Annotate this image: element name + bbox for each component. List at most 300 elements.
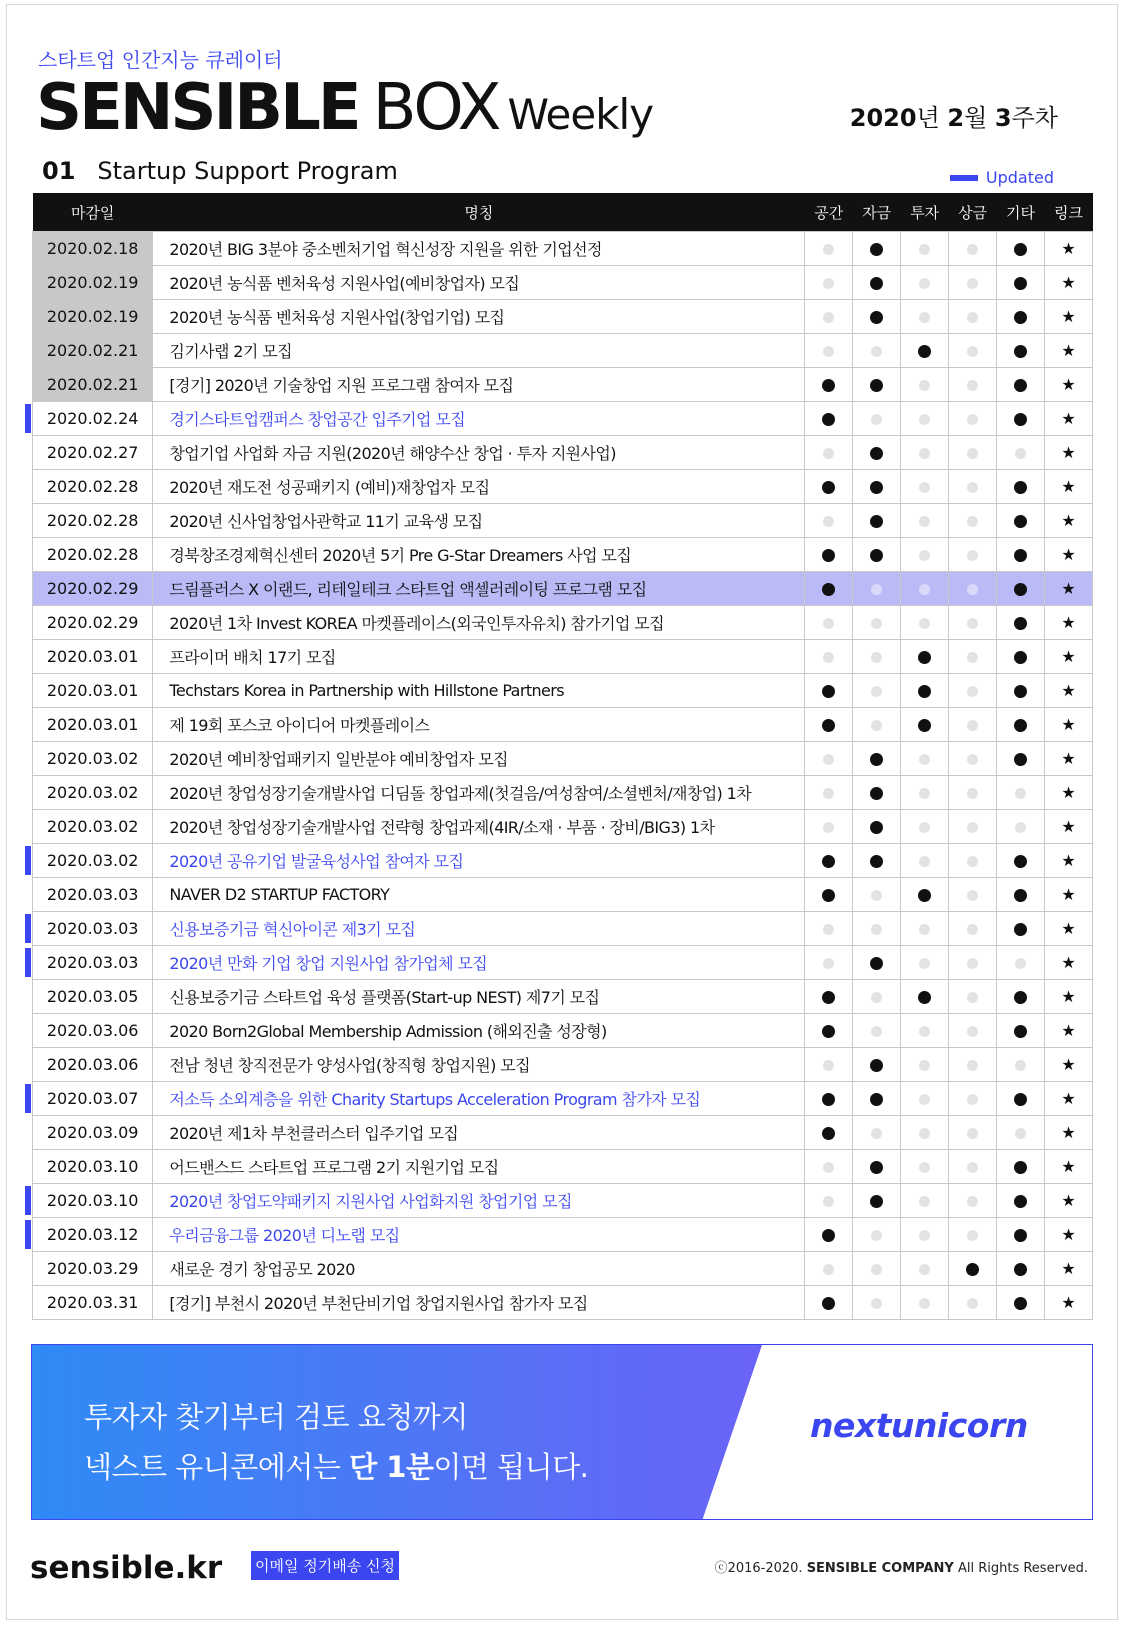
row-link-star-icon[interactable]: ★ [1044,1252,1092,1286]
empty-dot-icon [967,1162,978,1173]
row-flag-space [805,980,853,1014]
updated-legend-label: Updated [985,168,1054,187]
row-flag-invest [901,334,949,368]
row-deadline: 2020.03.12 [33,1218,153,1252]
row-flag-etc [997,606,1045,640]
week-year: 2020 [849,104,917,132]
empty-dot-icon [823,924,834,935]
row-flag-space [805,776,853,810]
filled-dot-icon [966,1263,979,1276]
empty-dot-icon [823,278,834,289]
row-flag-space [805,674,853,708]
row-deadline: 2020.03.02 [33,844,153,878]
row-link-star-icon[interactable]: ★ [1044,334,1092,368]
row-flag-etc [997,334,1045,368]
empty-dot-icon [871,346,882,357]
empty-dot-icon [919,1060,930,1071]
row-flag-etc [997,232,1045,266]
brand-title-weekly: Weekly [507,90,654,139]
row-link-star-icon[interactable]: ★ [1044,1116,1092,1150]
empty-dot-icon [967,822,978,833]
row-flag-fund [853,504,901,538]
row-link-star-icon[interactable]: ★ [1044,1286,1092,1320]
row-flag-invest [901,674,949,708]
banner-line-2 [84,1445,588,1486]
row-flag-etc [997,300,1045,334]
row-program-name: 새로운 경기 창업공모 2020 [153,1252,805,1286]
row-flag-prize [949,980,997,1014]
empty-dot-icon [967,1094,978,1105]
row-flag-invest [901,300,949,334]
row-link-star-icon[interactable]: ★ [1044,1218,1092,1252]
row-flag-fund [853,470,901,504]
row-program-name: [경기] 2020년 기술창업 지원 프로그램 참여자 모집 [153,368,805,402]
filled-dot-icon [918,719,931,732]
row-flag-prize [949,402,997,436]
empty-dot-icon [919,822,930,833]
row-flag-space [805,1014,853,1048]
filled-dot-icon [1014,923,1027,936]
empty-dot-icon [919,1196,930,1207]
row-program-name: 2020년 신사업창업사관학교 11기 교육생 모집 [153,504,805,538]
empty-dot-icon [871,924,882,935]
table-row [33,470,1093,504]
row-program-name: 2020년 만화 기업 창업 지원사업 참가업체 모집 [153,946,805,980]
row-flag-fund [853,368,901,402]
empty-dot-icon [967,924,978,935]
row-program-name: NAVER D2 STARTUP FACTORY [153,878,805,912]
empty-dot-icon [967,1026,978,1037]
copyright-company: SENSIBLE COMPANY [806,1561,954,1576]
filled-dot-icon [822,481,835,494]
empty-dot-icon [823,1264,834,1275]
row-link-star-icon[interactable]: ★ [1044,572,1092,606]
filled-dot-icon [870,821,883,834]
filled-dot-icon [870,379,883,392]
row-flag-etc [997,776,1045,810]
empty-dot-icon [1015,958,1026,969]
nextunicorn-banner[interactable] [31,1344,1093,1520]
row-link-star-icon[interactable]: ★ [1044,674,1092,708]
row-deadline: 2020.03.02 [33,776,153,810]
empty-dot-icon [919,1298,930,1309]
row-flag-etc [997,1014,1045,1048]
empty-dot-icon [967,1230,978,1241]
table-row [33,1286,1093,1320]
empty-dot-icon [823,1196,834,1207]
row-flag-invest [901,912,949,946]
filled-dot-icon [1014,1025,1027,1038]
table-row [33,776,1093,810]
row-deadline: 2020.02.29 [33,572,153,606]
row-flag-space [805,742,853,776]
filled-dot-icon [822,1127,835,1140]
table-row [33,1014,1093,1048]
banner-line-2-bold: 단 1분 [349,1450,434,1484]
row-flag-etc [997,844,1045,878]
row-link-star-icon[interactable]: ★ [1044,742,1092,776]
empty-dot-icon [823,618,834,629]
row-flag-etc [997,266,1045,300]
section-number: 01 [42,157,76,185]
empty-dot-icon [919,1264,930,1275]
row-link-star-icon[interactable]: ★ [1044,1082,1092,1116]
empty-dot-icon [919,312,930,323]
row-link-star-icon[interactable]: ★ [1044,504,1092,538]
row-flag-invest [901,1082,949,1116]
row-deadline: 2020.02.27 [33,436,153,470]
week-number: 3 [994,104,1012,132]
row-deadline: 2020.02.28 [33,538,153,572]
row-link-star-icon[interactable]: ★ [1044,606,1092,640]
row-flag-prize [949,1218,997,1252]
row-link-star-icon[interactable]: ★ [1044,878,1092,912]
empty-dot-icon [967,244,978,255]
row-flag-fund [853,946,901,980]
row-deadline: 2020.03.29 [33,1252,153,1286]
footer-site-link[interactable]: sensible.kr [30,1550,223,1586]
filled-dot-icon [1014,1093,1027,1106]
row-flag-prize [949,606,997,640]
row-program-name: 경기스타트업캠퍼스 창업공간 입주기업 모집 [153,402,805,436]
row-flag-invest [901,844,949,878]
section-heading [42,157,398,185]
row-program-name: 제 19회 포스코 아이디어 마켓플레이스 [153,708,805,742]
filled-dot-icon [1014,1161,1027,1174]
row-deadline: 2020.02.19 [33,300,153,334]
filled-dot-icon [1014,549,1027,562]
filled-dot-icon [1014,991,1027,1004]
table-row [33,1150,1093,1184]
empty-dot-icon [919,856,930,867]
row-flag-fund [853,810,901,844]
row-flag-etc [997,1150,1045,1184]
row-flag-space [805,1048,853,1082]
row-flag-space [805,436,853,470]
table-row [33,606,1093,640]
empty-dot-icon [871,1230,882,1241]
row-program-name: 2020년 제1차 부천클러스터 입주기업 모집 [153,1116,805,1150]
empty-dot-icon [1015,822,1026,833]
table-row [33,1218,1093,1252]
banner-line-2-pre: 넥스트 유니콘에서는 [84,1450,350,1484]
row-flag-space [805,538,853,572]
row-program-name: 2020년 창업도약패키지 지원사업 사업화지원 창업기업 모집 [153,1184,805,1218]
filled-dot-icon [870,1093,883,1106]
empty-dot-icon [919,618,930,629]
row-flag-invest [901,436,949,470]
program-table [32,193,1093,1320]
filled-dot-icon [1014,889,1027,902]
empty-dot-icon [967,1128,978,1139]
empty-dot-icon [967,414,978,425]
table-row [33,334,1093,368]
column-header-deadline: 마감일 [33,193,153,232]
row-deadline: 2020.03.06 [33,1048,153,1082]
row-link-star-icon[interactable]: ★ [1044,1184,1092,1218]
empty-dot-icon [967,958,978,969]
empty-dot-icon [967,516,978,527]
row-deadline: 2020.03.06 [33,1014,153,1048]
row-flag-fund [853,300,901,334]
filled-dot-icon [822,1229,835,1242]
row-flag-etc [997,1116,1045,1150]
row-flag-etc [997,878,1045,912]
row-flag-fund [853,742,901,776]
filled-dot-icon [1014,1229,1027,1242]
empty-dot-icon [823,448,834,459]
empty-dot-icon [919,1094,930,1105]
row-flag-fund [853,912,901,946]
row-flag-prize [949,1082,997,1116]
empty-dot-icon [967,312,978,323]
row-flag-space [805,640,853,674]
row-flag-space [805,1252,853,1286]
row-flag-prize [949,810,997,844]
empty-dot-icon [967,380,978,391]
row-flag-etc [997,1218,1045,1252]
footer-copyright [715,1557,1088,1576]
table-row [33,1082,1093,1116]
row-program-name: 전남 청년 창직전문가 양성사업(창직형 창업지원) 모집 [153,1048,805,1082]
row-link-star-icon[interactable]: ★ [1044,538,1092,572]
filled-dot-icon [1014,311,1027,324]
row-flag-space [805,844,853,878]
row-link-star-icon[interactable]: ★ [1044,232,1092,266]
filled-dot-icon [870,447,883,460]
row-link-star-icon[interactable]: ★ [1044,368,1092,402]
empty-dot-icon [967,1196,978,1207]
email-subscribe-button[interactable]: 이메일 정기배송 신청 [251,1551,399,1580]
empty-dot-icon [967,346,978,357]
row-flag-etc [997,810,1045,844]
empty-dot-icon [1015,1128,1026,1139]
copyright-pre: ⓒ2016-2020. [714,1561,807,1576]
row-flag-invest [901,606,949,640]
row-flag-fund [853,538,901,572]
row-program-name: 2020년 농식품 벤처육성 지원사업(예비창업자) 모집 [153,266,805,300]
table-row [33,266,1093,300]
row-flag-fund [853,572,901,606]
row-link-star-icon[interactable]: ★ [1044,1014,1092,1048]
table-row [33,1184,1093,1218]
row-flag-prize [949,1014,997,1048]
brand-title-bold: SENSIBLE [36,71,359,145]
row-flag-fund [853,1048,901,1082]
row-flag-etc [997,742,1045,776]
empty-dot-icon [1015,1060,1026,1071]
row-flag-space [805,1116,853,1150]
filled-dot-icon [822,889,835,902]
empty-dot-icon [967,720,978,731]
filled-dot-icon [822,855,835,868]
row-flag-prize [949,912,997,946]
filled-dot-icon [918,345,931,358]
filled-dot-icon [1014,413,1027,426]
nextunicorn-logo[interactable]: nextunicorn [810,1406,1028,1445]
empty-dot-icon [823,788,834,799]
row-deadline: 2020.02.21 [33,368,153,402]
empty-dot-icon [967,550,978,561]
empty-dot-icon [823,652,834,663]
row-flag-invest [901,742,949,776]
row-flag-fund [853,980,901,1014]
empty-dot-icon [967,448,978,459]
column-header-invest: 투자 [901,193,949,232]
row-link-star-icon[interactable]: ★ [1044,810,1092,844]
filled-dot-icon [870,549,883,562]
row-deadline: 2020.03.10 [33,1184,153,1218]
row-flag-invest [901,1218,949,1252]
row-flag-prize [949,572,997,606]
row-link-star-icon[interactable]: ★ [1044,980,1092,1014]
table-row [33,946,1093,980]
table-row [33,436,1093,470]
row-deadline: 2020.03.31 [33,1286,153,1320]
table-row [33,1252,1093,1286]
row-flag-invest [901,402,949,436]
row-flag-etc [997,980,1045,1014]
row-program-name: 창업기업 사업화 자금 지원(2020년 해양수산 창업 · 투자 지원사업) [153,436,805,470]
table-row [33,810,1093,844]
row-deadline: 2020.03.01 [33,708,153,742]
row-flag-invest [901,538,949,572]
row-flag-invest [901,708,949,742]
row-flag-etc [997,470,1045,504]
row-program-name: 저소득 소외계층을 위한 Charity Startups Acceleration Program 참가자 모집 [153,1082,805,1116]
row-flag-prize [949,470,997,504]
empty-dot-icon [919,414,930,425]
row-flag-space [805,1286,853,1320]
empty-dot-icon [871,686,882,697]
row-link-star-icon[interactable]: ★ [1044,708,1092,742]
column-header-link: 링크 [1044,193,1092,232]
row-link-star-icon[interactable]: ★ [1044,300,1092,334]
row-flag-fund [853,1116,901,1150]
row-flag-invest [901,776,949,810]
week-year-suffix: 년 [916,104,948,132]
empty-dot-icon [871,618,882,629]
row-flag-space [805,266,853,300]
empty-dot-icon [919,550,930,561]
row-flag-prize [949,504,997,538]
row-flag-space [805,1218,853,1252]
empty-dot-icon [871,1026,882,1037]
row-link-star-icon[interactable]: ★ [1044,776,1092,810]
table-row [33,1116,1093,1150]
filled-dot-icon [1014,515,1027,528]
row-flag-prize [949,708,997,742]
updated-legend [950,168,1054,187]
issue-week [850,98,1058,133]
table-row [33,708,1093,742]
filled-dot-icon [918,991,931,1004]
row-link-star-icon[interactable]: ★ [1044,912,1092,946]
empty-dot-icon [919,584,930,595]
row-deadline: 2020.03.03 [33,878,153,912]
row-program-name: 어드밴스드 스타트업 프로그램 2기 지원기업 모집 [153,1150,805,1184]
table-row [33,742,1093,776]
row-flag-space [805,470,853,504]
row-flag-prize [949,368,997,402]
row-flag-etc [997,708,1045,742]
row-flag-fund [853,606,901,640]
row-program-name: 경북창조경제혁신센터 2020년 5기 Pre G-Star Dreamers 사업 모집 [153,538,805,572]
filled-dot-icon [1014,481,1027,494]
filled-dot-icon [870,277,883,290]
empty-dot-icon [919,958,930,969]
filled-dot-icon [918,889,931,902]
row-link-star-icon[interactable]: ★ [1044,1048,1092,1082]
row-flag-invest [901,232,949,266]
row-flag-invest [901,504,949,538]
row-deadline: 2020.02.24 [33,402,153,436]
row-flag-invest [901,1286,949,1320]
row-link-star-icon[interactable]: ★ [1044,946,1092,980]
filled-dot-icon [822,583,835,596]
row-flag-space [805,606,853,640]
filled-dot-icon [1014,345,1027,358]
brand-title [36,68,654,145]
row-deadline: 2020.03.10 [33,1150,153,1184]
empty-dot-icon [967,618,978,629]
empty-dot-icon [823,516,834,527]
filled-dot-icon [1014,651,1027,664]
row-link-star-icon[interactable]: ★ [1044,436,1092,470]
row-deadline: 2020.02.28 [33,504,153,538]
empty-dot-icon [1015,448,1026,459]
table-body [33,232,1093,1320]
filled-dot-icon [1014,855,1027,868]
row-link-star-icon[interactable]: ★ [1044,844,1092,878]
filled-dot-icon [1014,243,1027,256]
filled-dot-icon [1014,1263,1027,1276]
row-link-star-icon[interactable]: ★ [1044,402,1092,436]
row-flag-etc [997,1082,1045,1116]
row-flag-fund [853,708,901,742]
row-flag-invest [901,1150,949,1184]
row-program-name: 2020년 농식품 벤처육성 지원사업(창업기업) 모집 [153,300,805,334]
row-link-star-icon[interactable]: ★ [1044,266,1092,300]
row-flag-fund [853,266,901,300]
filled-dot-icon [870,753,883,766]
row-flag-fund [853,776,901,810]
table-row [33,572,1093,606]
updated-legend-bar [950,175,978,181]
filled-dot-icon [870,957,883,970]
row-flag-etc [997,640,1045,674]
row-link-star-icon[interactable]: ★ [1044,1150,1092,1184]
row-flag-invest [901,810,949,844]
row-link-star-icon[interactable]: ★ [1044,640,1092,674]
filled-dot-icon [822,991,835,1004]
row-program-name: 드림플러스 X 이랜드, 리테일테크 스타트업 액셀러레이팅 프로그램 모집 [153,572,805,606]
filled-dot-icon [918,685,931,698]
row-flag-invest [901,470,949,504]
empty-dot-icon [919,1230,930,1241]
row-link-star-icon[interactable]: ★ [1044,470,1092,504]
row-flag-space [805,1150,853,1184]
filled-dot-icon [1014,1297,1027,1310]
row-flag-fund [853,1082,901,1116]
filled-dot-icon [1014,583,1027,596]
table-row [33,640,1093,674]
row-flag-fund [853,1286,901,1320]
row-deadline: 2020.03.07 [33,1082,153,1116]
row-deadline: 2020.02.18 [33,232,153,266]
empty-dot-icon [919,482,930,493]
row-flag-invest [901,572,949,606]
